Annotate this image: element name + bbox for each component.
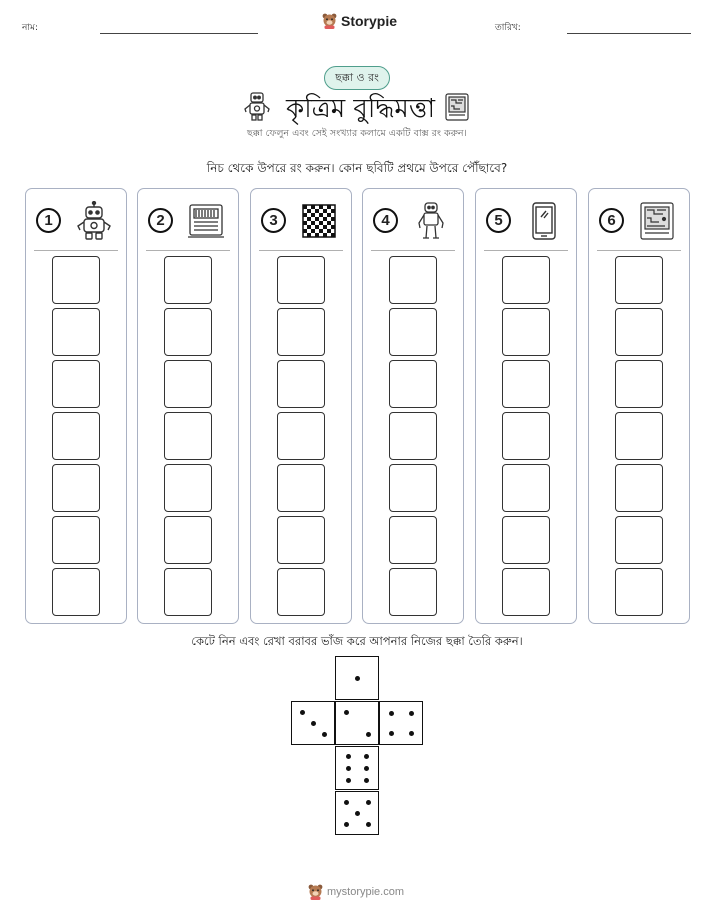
column-6	[588, 188, 690, 624]
color-box[interactable]	[277, 516, 325, 564]
robot-icon	[74, 201, 114, 241]
dice-face-4	[379, 701, 423, 745]
date-label: তারিখ:	[495, 23, 521, 33]
dice-pip	[409, 731, 414, 736]
dice-pip	[346, 754, 351, 759]
circuit-board-icon	[637, 201, 677, 241]
column-2	[137, 188, 239, 624]
dice-pip	[344, 710, 349, 715]
dice-pip	[409, 711, 414, 716]
instruction: নিচ থেকে উপরে রং করুন। কোন ছবিটি প্রথমে উপরে পৌঁছাবে?	[206, 161, 508, 175]
column-separator	[371, 250, 455, 251]
name-label: নাম:	[22, 23, 39, 33]
color-box[interactable]	[164, 516, 212, 564]
color-box[interactable]	[164, 464, 212, 512]
column-number: 3	[261, 208, 286, 233]
color-box[interactable]	[615, 360, 663, 408]
color-box[interactable]	[52, 308, 100, 356]
footer	[308, 884, 404, 900]
column-5	[475, 188, 577, 624]
color-box[interactable]	[502, 464, 550, 512]
color-box[interactable]	[52, 464, 100, 512]
color-box[interactable]	[277, 256, 325, 304]
color-box[interactable]	[615, 256, 663, 304]
color-box[interactable]	[164, 412, 212, 460]
color-box[interactable]	[389, 464, 437, 512]
color-box[interactable]	[164, 308, 212, 356]
humanoid-robot-icon	[411, 201, 451, 241]
color-box[interactable]	[502, 308, 550, 356]
dice-pip	[355, 811, 360, 816]
color-box[interactable]	[277, 568, 325, 616]
footer-url[interactable]: mystorypie.com	[327, 886, 405, 898]
color-box[interactable]	[502, 568, 550, 616]
color-box[interactable]	[389, 516, 437, 564]
color-box[interactable]	[389, 568, 437, 616]
color-box[interactable]	[164, 256, 212, 304]
column-number: 1	[36, 208, 61, 233]
bear-logo-icon	[308, 884, 323, 900]
brand-name: Storypie	[341, 13, 398, 29]
dice-face-6	[335, 746, 379, 790]
dice-face-3	[291, 701, 335, 745]
dice-face-5	[335, 791, 379, 835]
color-box[interactable]	[389, 256, 437, 304]
robot-title-icon	[242, 90, 272, 122]
dice-pip	[346, 778, 351, 783]
color-box[interactable]	[277, 360, 325, 408]
dice-pip	[366, 800, 371, 805]
color-box[interactable]	[52, 360, 100, 408]
name-line	[100, 33, 258, 34]
color-box[interactable]	[502, 412, 550, 460]
color-box[interactable]	[277, 308, 325, 356]
page-title: কৃত্রিম বুদ্ধিমত্তা	[286, 94, 435, 124]
column-separator	[597, 250, 681, 251]
dice-pip	[366, 822, 371, 827]
color-box[interactable]	[502, 256, 550, 304]
brand-logo	[322, 13, 397, 29]
color-box[interactable]	[164, 568, 212, 616]
column-number: 6	[599, 208, 624, 233]
column-4	[362, 188, 464, 624]
cut-instruction: কেটে নিন এবং রেখা বরাবর ভাঁজ করে আপনার নিজের ছক্কা তৈরি করুন।	[191, 634, 523, 648]
bear-logo-icon	[322, 13, 337, 29]
column-number: 5	[486, 208, 511, 233]
color-box[interactable]	[615, 308, 663, 356]
dice-pip	[344, 800, 349, 805]
category-badge: ছক্কা ও রং	[324, 66, 390, 90]
column-separator	[34, 250, 118, 251]
smartphone-icon	[524, 201, 564, 241]
column-separator	[146, 250, 230, 251]
dice-pip	[366, 732, 371, 737]
color-box[interactable]	[502, 360, 550, 408]
server-rack-icon	[186, 201, 226, 241]
color-box[interactable]	[52, 256, 100, 304]
circuit-title-icon	[444, 92, 470, 122]
color-box[interactable]	[615, 568, 663, 616]
color-box[interactable]	[277, 464, 325, 512]
dice-pip	[389, 711, 394, 716]
dice-pip	[364, 778, 369, 783]
dice-pip	[300, 710, 305, 715]
chessboard-icon	[299, 201, 339, 241]
date-line	[567, 33, 691, 34]
color-box[interactable]	[389, 412, 437, 460]
dice-face-1	[335, 656, 379, 700]
dice-pip	[311, 721, 316, 726]
column-number: 2	[148, 208, 173, 233]
color-box[interactable]	[502, 516, 550, 564]
dice-pip	[364, 766, 369, 771]
dice-face-2	[335, 701, 379, 745]
column-separator	[259, 250, 343, 251]
color-box[interactable]	[615, 412, 663, 460]
dice-pip	[355, 676, 360, 681]
color-box[interactable]	[52, 568, 100, 616]
color-box[interactable]	[615, 464, 663, 512]
dice-pip	[364, 754, 369, 759]
subtitle: ছক্কা ফেলুন এবং সেই সংখ্যার কলামে একটি বাক্স রং করুন।	[247, 128, 467, 139]
color-box[interactable]	[389, 360, 437, 408]
color-box[interactable]	[164, 360, 212, 408]
dice-pip	[344, 822, 349, 827]
dice-pip	[389, 731, 394, 736]
color-box[interactable]	[52, 516, 100, 564]
column-1	[25, 188, 127, 624]
dice-net	[290, 656, 426, 836]
color-box[interactable]	[615, 516, 663, 564]
column-number: 4	[373, 208, 398, 233]
dice-pip	[322, 732, 327, 737]
column-separator	[484, 250, 568, 251]
column-3	[250, 188, 352, 624]
color-box[interactable]	[277, 412, 325, 460]
dice-pip	[346, 766, 351, 771]
color-box[interactable]	[52, 412, 100, 460]
color-box[interactable]	[389, 308, 437, 356]
